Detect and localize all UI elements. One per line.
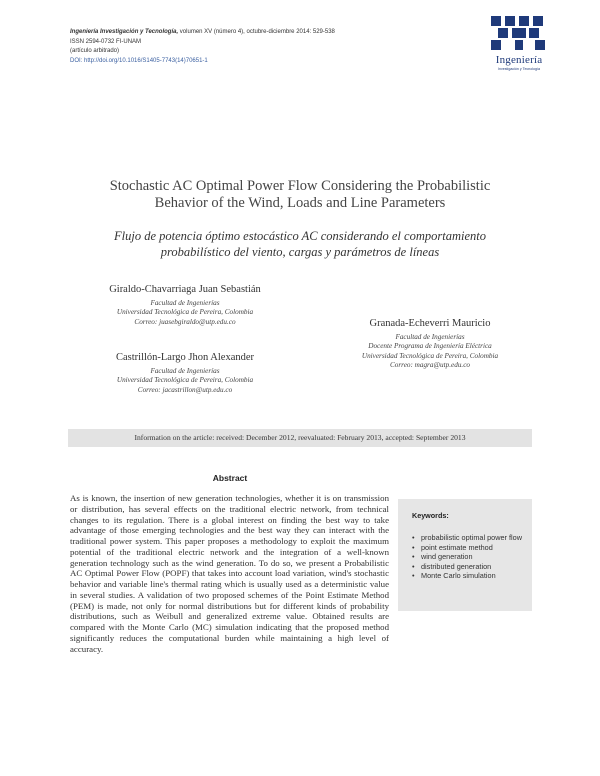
affiliation-line: Universidad Tecnológica de Pereira, Colombia xyxy=(361,351,499,360)
keyword-item xyxy=(412,552,524,562)
author-email[interactable]: Correo: magra@utp.edu.co xyxy=(389,361,470,370)
bullet-icon: • xyxy=(412,533,415,542)
bullet-icon: • xyxy=(412,561,415,571)
doi-link[interactable]: DOI: http://doi.org/10.1016/S1405-7743(14)70651-1 xyxy=(70,57,208,64)
journal-citation xyxy=(70,28,470,38)
author-affiliation xyxy=(70,367,300,395)
keyword-item xyxy=(412,543,524,553)
logo-squares-icon xyxy=(491,14,547,54)
bullet-icon: • xyxy=(412,571,415,581)
author-email[interactable]: Correo: juasebgiraldo@utp.edu.co xyxy=(134,317,236,326)
keyword-text: wind generation xyxy=(421,552,473,562)
author-affiliation xyxy=(330,333,530,371)
author-name: Granada-Echeverri Mauricio xyxy=(369,318,491,329)
keywords-heading: Keywords: xyxy=(412,511,449,520)
keyword-item xyxy=(412,571,524,581)
keyword-text: probabilistic optimal power flow xyxy=(421,533,522,542)
logo-subtitle: Investigación y Tecnología xyxy=(497,67,541,71)
bullet-icon: • xyxy=(412,542,415,552)
author-block xyxy=(330,318,530,371)
author-block xyxy=(70,352,300,395)
keyword-item xyxy=(412,562,524,572)
abstract-heading: Abstract xyxy=(212,473,248,483)
keyword-text: distributed generation xyxy=(421,561,492,571)
subtitle-line: probabilístico del viento, cargas y parámetros de líneas xyxy=(160,245,440,259)
author-block xyxy=(70,284,300,327)
author-email[interactable]: Correo: jacastrillon@utp.edu.co xyxy=(137,385,233,394)
article-info-bar: Information on the article: received: December 2012, reevaluated: February 2013, accepted: September 2013 xyxy=(68,429,532,447)
keyword-text: Monte Carlo simulation xyxy=(421,571,496,581)
affiliation-line: Universidad Tecnológica de Pereira, Colombia xyxy=(116,308,254,317)
journal-header xyxy=(70,28,470,66)
title-line: Behavior of the Wind, Loads and Line Parameters xyxy=(154,195,446,211)
title-line: Stochastic AC Optimal Power Flow Considering the Probabilistic xyxy=(109,178,491,194)
journal-logo xyxy=(488,14,550,76)
author-name: Castrillón-Largo Jhon Alexander xyxy=(115,352,255,363)
keywords-list xyxy=(412,533,524,581)
affiliation-line: Facultad de Ingenierías xyxy=(150,367,220,375)
affiliation-line: Facultad de Ingenierías xyxy=(150,299,220,307)
affiliation-line: Universidad Tecnológica de Pereira, Colombia xyxy=(116,376,254,385)
author-affiliation xyxy=(70,299,300,327)
author-name: Giraldo-Chavarriaga Juan Sebastián xyxy=(109,284,261,295)
keywords-box xyxy=(398,499,532,611)
article-subtitle-spanish xyxy=(70,228,530,260)
affiliation-line: Facultad de Ingenierías xyxy=(395,333,465,341)
keyword-item xyxy=(412,533,524,543)
affiliation-line: Docente Programa de Ingeniería Eléctrica xyxy=(368,342,492,351)
journal-details: volumen XV (número 4), octubre-diciembre 2014: 529-538 xyxy=(178,29,335,35)
issn: ISSN 2594-0732 FI-UNAM xyxy=(70,38,142,45)
journal-name: Ingeniería Investigación y Tecnología, xyxy=(70,29,179,35)
article-title xyxy=(60,178,540,212)
logo-name: Ingeniería xyxy=(495,54,543,66)
abstract-text: As is known, the insertion of new generation technologies, whether it is on transmission or distribution, has several effects on the traditional electric network, from technical changes to its regulation. There is a global interest on finding the best way to take advantage of those emerging technologies and the best way they can interact with the traditional power system. This paper proposes a methodology to exploit the maximum potential of the traditional electric network and the integration of a well-known generation technology such as the wind generation. To do so, we present a Probabilistic AC Optimal Power Flow (POPF) that takes into account load variation, wind's stochastic behavior and variable line's thermal rating which is usually used as a deterministic value in several studies. A validation of two proposed schemes of the Point Estimate Method (PEM) is made, not only for normal distributions but for different kinds of probability distributions, such as Weibull and generalized extreme value. Obtained results are compared with the Monte Carlo (MC) simulation indicating that the proposed method significantly reduces the computational burden while maintaining a high level of accuracy. xyxy=(70,493,389,654)
subtitle-line: Flujo de potencia óptimo estocástico AC considerando el comportamiento xyxy=(114,229,486,243)
article-type: (artículo arbitrado) xyxy=(70,48,120,54)
bullet-icon: • xyxy=(412,552,415,562)
keyword-text: point estimate method xyxy=(421,542,493,552)
